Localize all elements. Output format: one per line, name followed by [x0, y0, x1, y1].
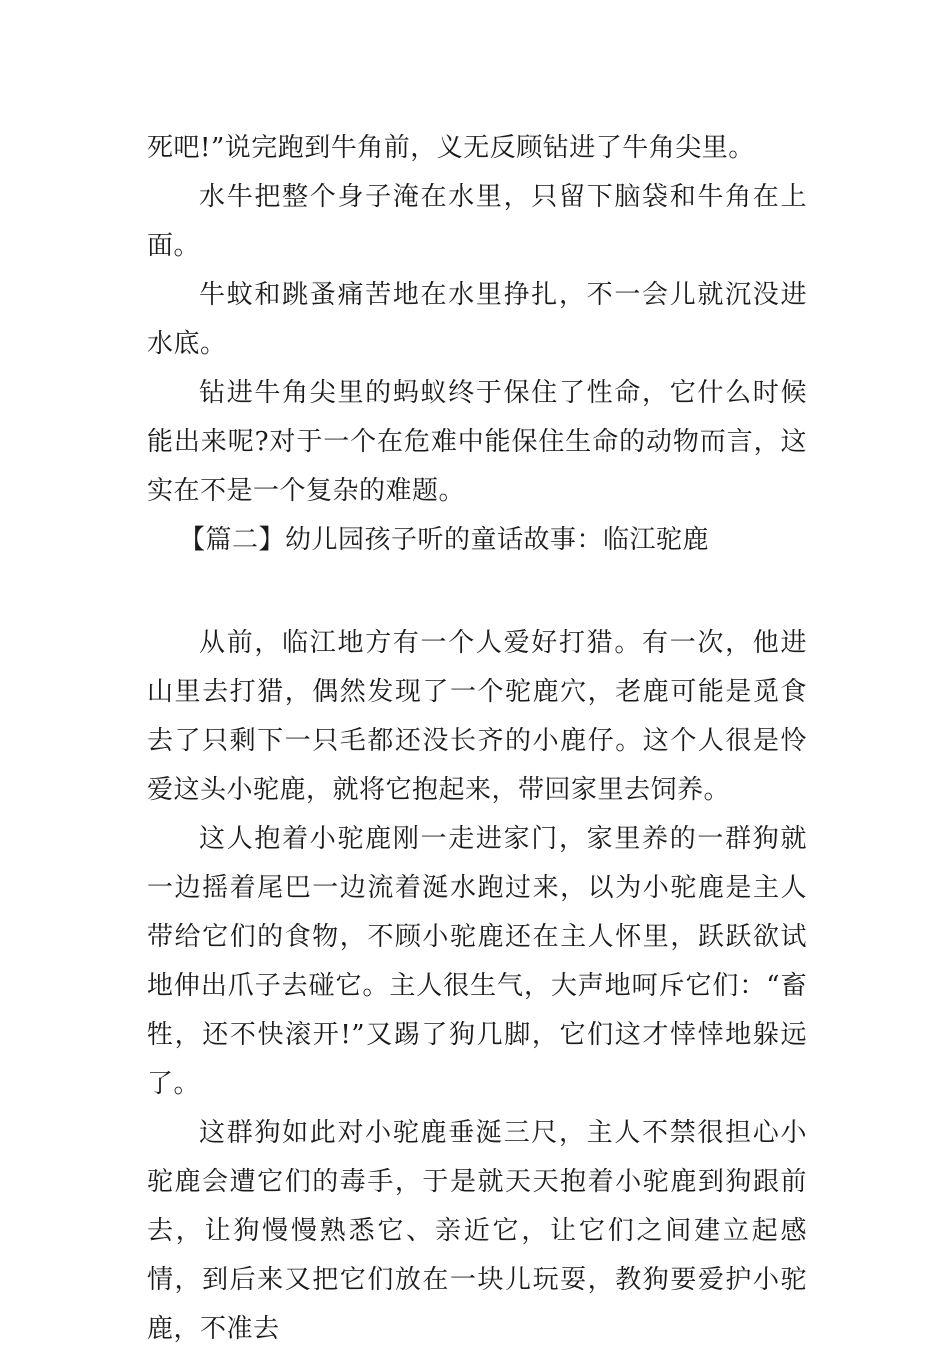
section-heading: 【篇二】幼儿园孩子听的童话故事：临江驼鹿 [179, 525, 710, 555]
paragraph: 从前，临江地方有一个人爱好打猎。有一次，他进山里去打猎，偶然发现了一个驼鹿穴，老鹿可能是觅食去了只剩下一只毛都还没长齐的小鹿仔。这个人很是怜爱这头小驼鹿，就将它抱起来，带回家里去饲养。 [147, 628, 807, 805]
paragraph: 水牛把整个身子淹在水里，只留下脑袋和牛角在上面。 [147, 182, 807, 261]
paragraph: 这群狗如此对小驼鹿垂涎三尺，主人不禁很担心小驼鹿会遭它们的毒手，于是就天天抱着小驼鹿到狗跟前去，让狗慢慢熟悉它、亲近它，让它们之间建立起感情，到后来又把它们放在一块儿玩耍，教狗要爱护小驼鹿，不准去 [147, 1118, 807, 1344]
paragraph: 牛蚊和跳蚤痛苦地在水里挣扎，不一会儿就沉没进水底。 [147, 280, 807, 359]
document-body [147, 124, 807, 1354]
paragraph: 这人抱着小驼鹿刚一走进家门，家里养的一群狗就一边摇着尾巴一边流着涎水跑过来，以为小驼鹿是主人带给它们的食物，不顾小驼鹿还在主人怀里，跃跃欲试地伸出爪子去碰它。主人很生气，大声地呵斥它们：“畜牲，还不快滚开!”又踢了狗几脚，它们这才悻悻地躲远了。 [147, 824, 807, 1099]
paragraph-continuation: 死吧!”说完跑到牛角前，义无反顾钻进了牛角尖里。 [147, 133, 755, 163]
blank-line [147, 565, 807, 619]
paragraph: 钻进牛角尖里的蚂蚁终于保住了性命，它什么时候能出来呢?对于一个在危难中能保住生命的动物而言，这实在不是一个复杂的难题。 [147, 378, 807, 506]
